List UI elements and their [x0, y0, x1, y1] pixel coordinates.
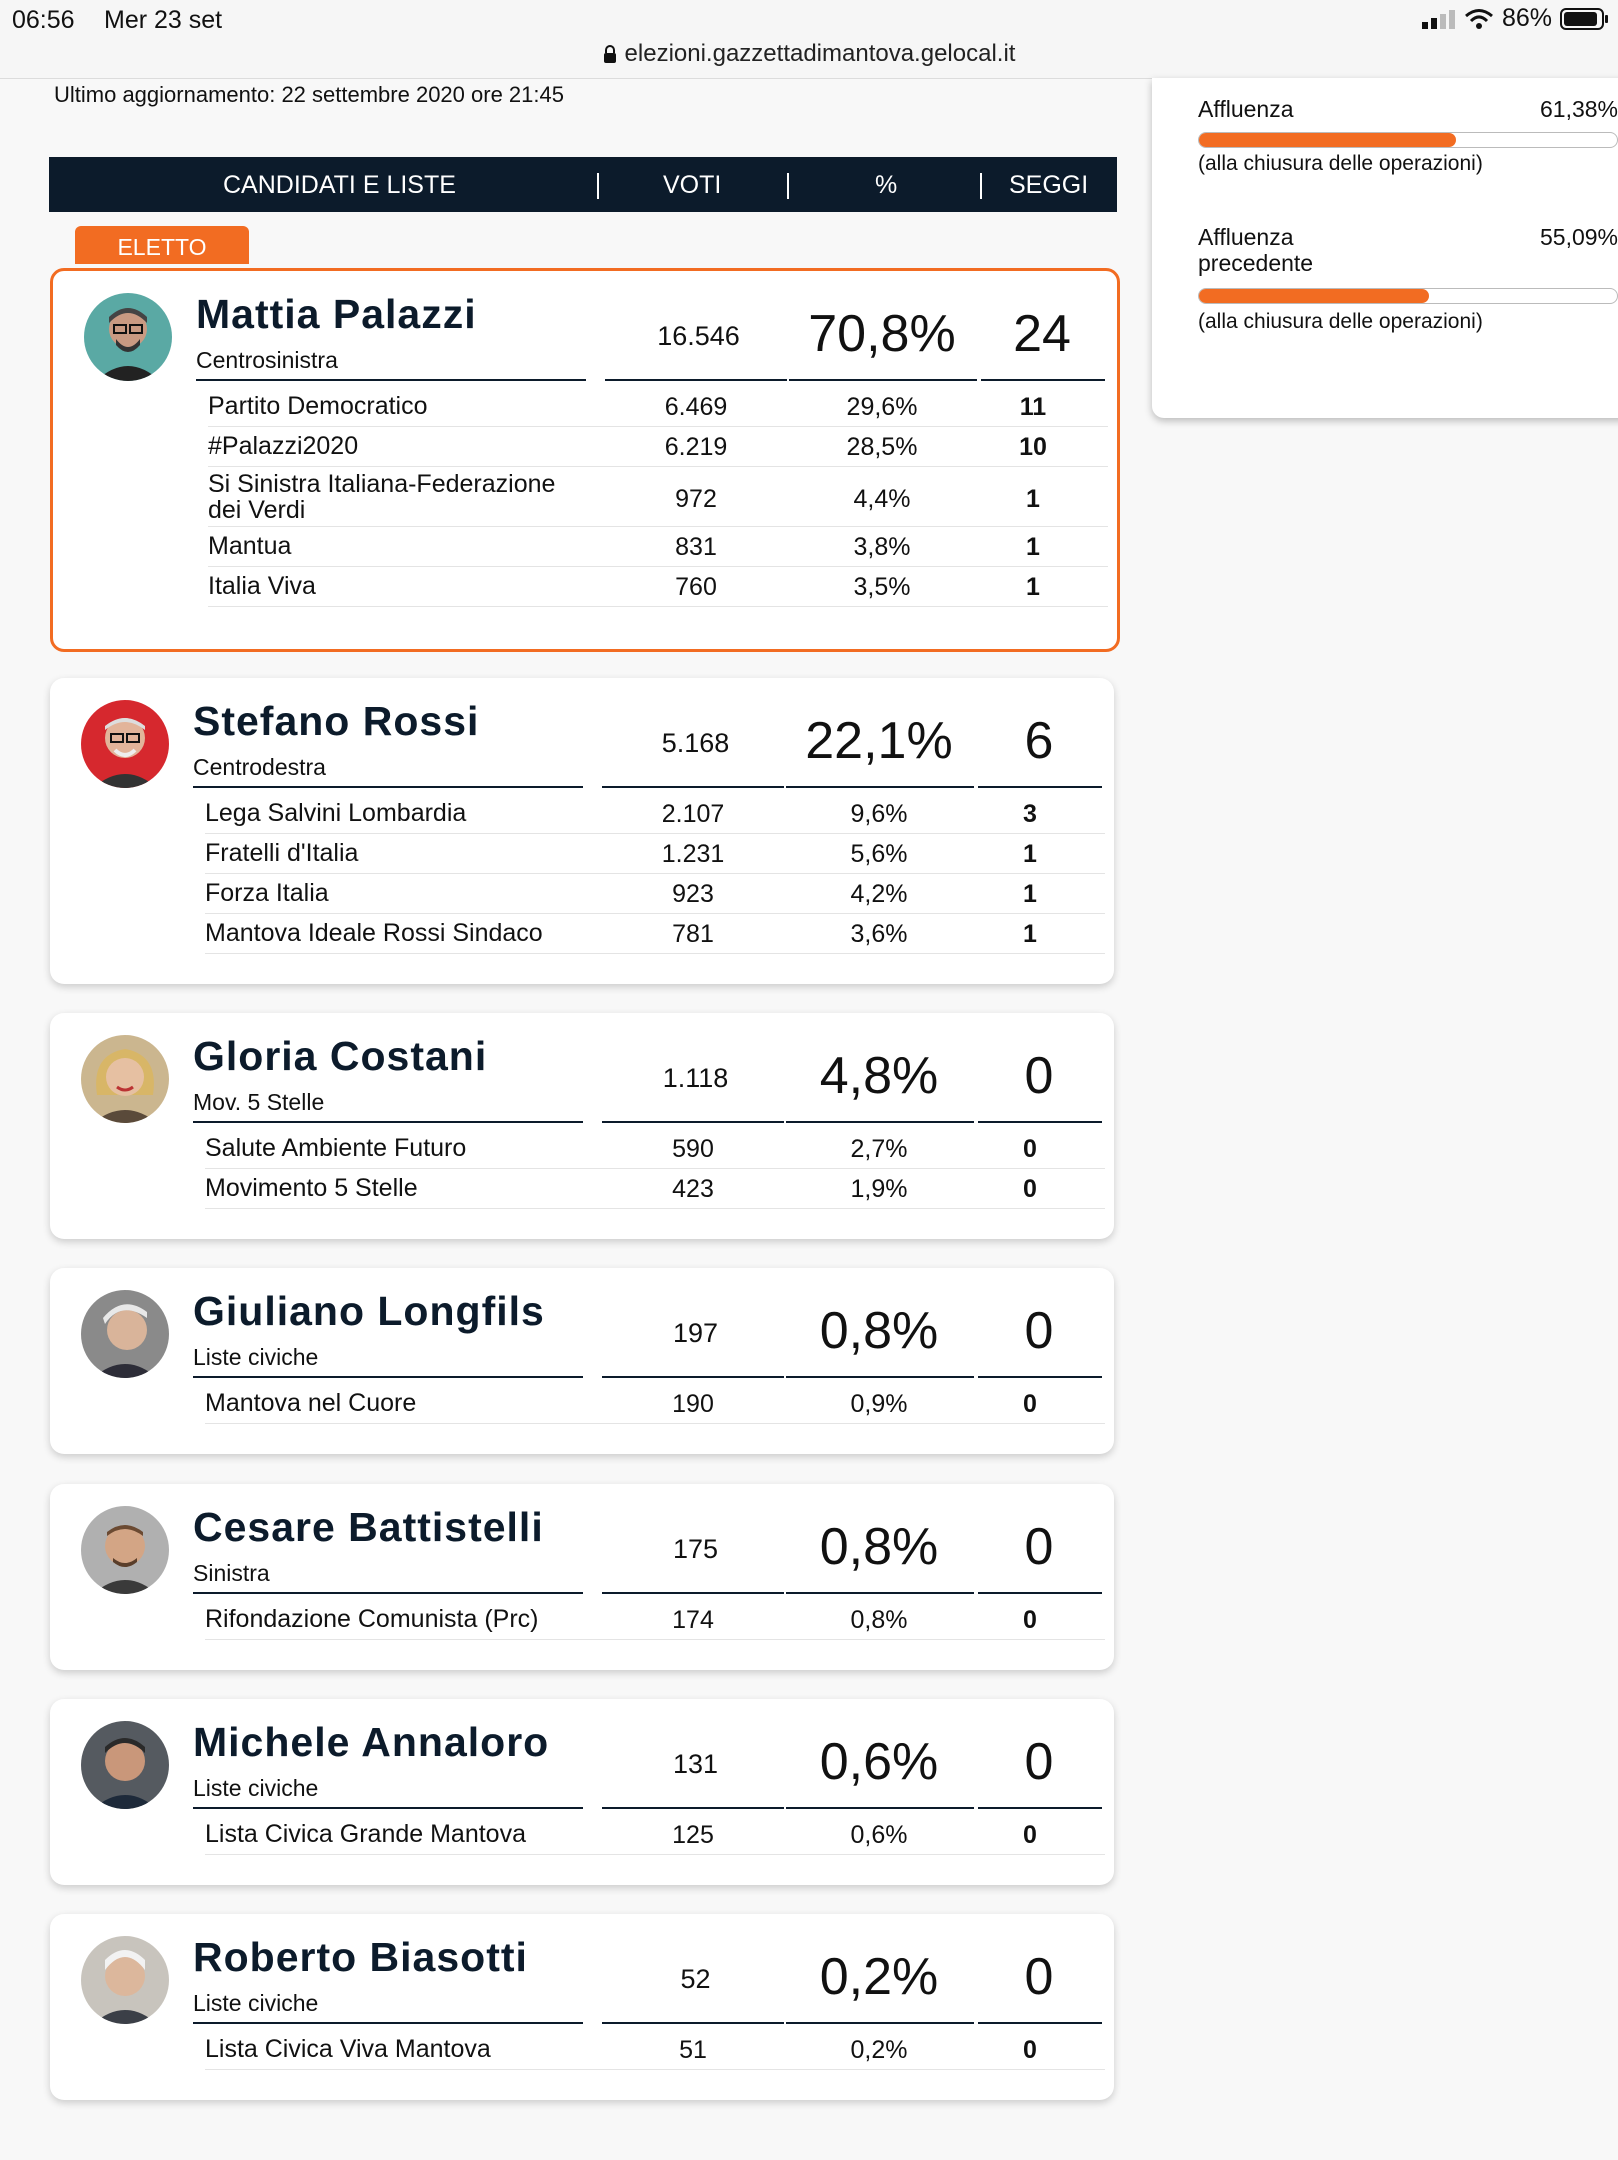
list-percent: 0,9%	[850, 1390, 908, 1418]
candidate-percent: 22,1%	[805, 712, 953, 770]
party-lists	[205, 1129, 1105, 1209]
list-name: Mantova nel Cuore	[205, 1389, 417, 1417]
party-lists	[208, 387, 1108, 607]
list-votes: 923	[672, 880, 714, 908]
list-votes: 2.107	[661, 800, 725, 828]
list-row	[205, 1384, 1105, 1424]
results-table-header	[49, 157, 1117, 212]
list-percent: 1,9%	[850, 1175, 908, 1203]
party-lists	[205, 1600, 1105, 1640]
header-votes: VOTI	[663, 171, 722, 199]
candidate-name: Mattia Palazzi	[196, 291, 477, 337]
list-percent: 4,4%	[853, 485, 911, 513]
list-votes: 831	[675, 533, 717, 561]
list-votes: 760	[675, 573, 717, 601]
candidate-coalition: Liste civiche	[193, 1990, 319, 2016]
list-row	[205, 914, 1105, 954]
list-seats: 0	[1023, 1390, 1037, 1418]
candidate-card-longfils	[50, 1268, 1114, 1454]
list-name: Fratelli d'Italia	[205, 839, 359, 867]
previous-turnout-value: 55,09%	[1539, 224, 1618, 250]
previous-turnout-note: (alla chiusura delle operazioni)	[1198, 310, 1483, 333]
elected-badge: ELETTO	[75, 226, 249, 264]
candidate-card-biasotti	[50, 1914, 1114, 2100]
status-date: Mer 23 set	[104, 6, 223, 34]
candidate-percent: 0,2%	[819, 1948, 939, 2006]
candidate-photo	[84, 293, 172, 381]
list-votes: 125	[672, 1821, 714, 1849]
turnout-bar	[1198, 132, 1618, 148]
list-seats: 0	[1023, 1135, 1037, 1163]
wifi-icon	[1464, 8, 1494, 30]
header-divider	[980, 173, 982, 199]
list-seats: 1	[1026, 533, 1040, 561]
list-seats: 1	[1026, 485, 1040, 513]
list-row	[208, 427, 1108, 467]
list-name: Partito Democratico	[208, 392, 428, 420]
candidate-coalition: Centrosinistra	[196, 347, 338, 373]
list-votes: 174	[672, 1606, 714, 1634]
candidate-percent: 0,8%	[819, 1518, 939, 1576]
list-votes: 6.219	[664, 433, 728, 461]
list-seats: 1	[1023, 840, 1037, 868]
list-votes: 190	[672, 1390, 714, 1418]
turnout-panel	[1152, 78, 1618, 418]
list-percent: 5,6%	[850, 840, 908, 868]
list-row	[205, 794, 1105, 834]
header-pct: %	[875, 171, 898, 199]
list-name: Si Sinistra Italiana-Federazione dei Verdi	[208, 470, 556, 524]
list-name: #Palazzi2020	[208, 432, 359, 460]
list-seats: 10	[1019, 433, 1047, 461]
party-lists	[205, 1815, 1105, 1855]
list-row	[205, 1815, 1105, 1855]
candidate-votes: 131	[672, 1749, 719, 1779]
turnout-bar-fill	[1199, 133, 1456, 147]
list-row	[205, 1600, 1105, 1640]
lock-icon	[603, 45, 617, 63]
candidate-name: Stefano Rossi	[193, 698, 480, 744]
list-seats: 1	[1023, 880, 1037, 908]
candidate-name: Roberto Biasotti	[193, 1934, 528, 1980]
party-lists	[205, 794, 1105, 954]
candidate-name: Cesare Battistelli	[193, 1504, 544, 1550]
list-percent: 0,6%	[850, 1821, 908, 1849]
previous-turnout-label: Affluenza precedente	[1198, 224, 1314, 276]
list-percent: 29,6%	[846, 393, 918, 421]
candidate-seats: 24	[1013, 305, 1071, 363]
list-row	[208, 387, 1108, 427]
list-name: Salute Ambiente Futuro	[205, 1134, 467, 1162]
candidate-votes: 1.118	[662, 1063, 729, 1093]
list-seats: 0	[1023, 1821, 1037, 1849]
list-name: Rifondazione Comunista (Prc)	[205, 1605, 539, 1633]
candidate-percent: 0,8%	[819, 1302, 939, 1360]
candidate-name: Giuliano Longfils	[193, 1288, 545, 1334]
list-votes: 781	[672, 920, 714, 948]
candidate-coalition: Centrodestra	[193, 754, 326, 780]
cellular-signal-icon	[1422, 9, 1456, 29]
list-percent: 3,5%	[853, 573, 911, 601]
list-percent: 3,8%	[853, 533, 911, 561]
list-votes: 51	[679, 2036, 707, 2064]
previous-turnout-bar	[1198, 288, 1618, 304]
candidate-seats: 0	[1024, 1047, 1054, 1105]
list-row	[205, 874, 1105, 914]
candidate-seats: 0	[1024, 1518, 1054, 1576]
turnout-value: 61,38%	[1539, 96, 1618, 122]
previous-turnout-bar-fill	[1199, 289, 1429, 303]
candidate-votes: 175	[672, 1534, 719, 1564]
list-name: Lista Civica Viva Mantova	[205, 2035, 491, 2063]
list-votes: 423	[672, 1175, 714, 1203]
candidate-coalition: Liste civiche	[193, 1344, 319, 1370]
list-seats: 0	[1023, 1175, 1037, 1203]
list-seats: 1	[1023, 920, 1037, 948]
list-seats: 1	[1026, 573, 1040, 601]
list-percent: 3,6%	[850, 920, 908, 948]
candidate-photo	[81, 700, 169, 788]
header-candidates: CANDIDATI E LISTE	[223, 171, 456, 199]
address-bar[interactable]	[0, 40, 1618, 68]
candidate-card-battistelli	[50, 1484, 1114, 1670]
list-name: Movimento 5 Stelle	[205, 1174, 418, 1202]
list-percent: 28,5%	[846, 433, 918, 461]
list-votes: 6.469	[664, 393, 728, 421]
candidate-votes: 16.546	[657, 321, 740, 351]
candidate-coalition: Liste civiche	[193, 1775, 319, 1801]
candidate-votes: 197	[672, 1318, 719, 1348]
list-name: Italia Viva	[208, 572, 316, 600]
list-name: Forza Italia	[205, 879, 329, 907]
candidate-photo	[81, 1506, 169, 1594]
status-icons	[1422, 4, 1610, 33]
candidate-card-costani	[50, 1013, 1114, 1239]
list-row	[208, 567, 1108, 607]
list-seats: 3	[1023, 800, 1037, 828]
candidate-coalition: Sinistra	[193, 1560, 270, 1586]
list-row	[208, 527, 1108, 567]
list-percent: 0,2%	[850, 2036, 908, 2064]
list-row	[205, 1169, 1105, 1209]
list-name: Mantua	[208, 532, 292, 560]
turnout-label: Affluenza	[1198, 96, 1294, 122]
candidate-photo	[81, 1721, 169, 1809]
status-time: 06:56	[12, 6, 75, 34]
list-name: Lega Salvini Lombardia	[205, 799, 467, 827]
list-percent: 2,7%	[850, 1135, 908, 1163]
status-bar	[0, 0, 1618, 79]
candidate-card-palazzi	[50, 268, 1120, 652]
candidate-photo	[81, 1936, 169, 2024]
header-divider	[597, 173, 599, 199]
list-seats: 0	[1023, 1606, 1037, 1634]
candidate-name: Michele Annaloro	[193, 1719, 550, 1765]
url-text: elezioni.gazzettadimantova.gelocal.it	[624, 40, 1016, 67]
candidate-seats: 0	[1024, 1948, 1054, 2006]
list-row	[205, 1129, 1105, 1169]
list-row	[205, 834, 1105, 874]
candidate-card-annaloro	[50, 1699, 1114, 1885]
list-percent: 4,2%	[850, 880, 908, 908]
list-name: Mantova Ideale Rossi Sindaco	[205, 919, 543, 947]
header-divider	[787, 173, 789, 199]
last-update-text: Ultimo aggiornamento: 22 settembre 2020 ore 21:45	[54, 82, 564, 107]
list-seats: 0	[1023, 2036, 1037, 2064]
candidate-percent: 0,6%	[819, 1733, 939, 1791]
candidate-seats: 0	[1024, 1733, 1054, 1791]
candidate-card-rossi	[50, 678, 1114, 984]
list-name: Lista Civica Grande Mantova	[205, 1820, 526, 1848]
party-lists	[205, 1384, 1105, 1424]
candidate-percent: 70,8%	[808, 305, 956, 363]
candidate-name: Gloria Costani	[193, 1033, 488, 1079]
candidate-percent: 4,8%	[819, 1047, 939, 1105]
list-percent: 9,6%	[850, 800, 908, 828]
candidate-votes: 5.168	[661, 728, 730, 758]
list-votes: 1.231	[661, 840, 725, 868]
list-seats: 11	[1019, 393, 1047, 421]
list-votes: 590	[672, 1135, 714, 1163]
turnout-note: (alla chiusura delle operazioni)	[1198, 152, 1483, 175]
battery-percent: 86%	[1501, 4, 1552, 32]
battery-icon	[1560, 7, 1610, 31]
header-seats: SEGGI	[1009, 171, 1089, 199]
list-row	[205, 2030, 1105, 2070]
candidate-photo	[81, 1290, 169, 1378]
candidate-seats: 0	[1024, 1302, 1054, 1360]
candidate-photo	[81, 1035, 169, 1123]
list-votes: 972	[675, 485, 717, 513]
candidate-seats: 6	[1024, 712, 1054, 770]
list-row	[208, 467, 1108, 527]
candidate-votes: 52	[680, 1964, 711, 1994]
candidate-coalition: Mov. 5 Stelle	[193, 1089, 325, 1115]
party-lists	[205, 2030, 1105, 2070]
list-percent: 0,8%	[850, 1606, 908, 1634]
